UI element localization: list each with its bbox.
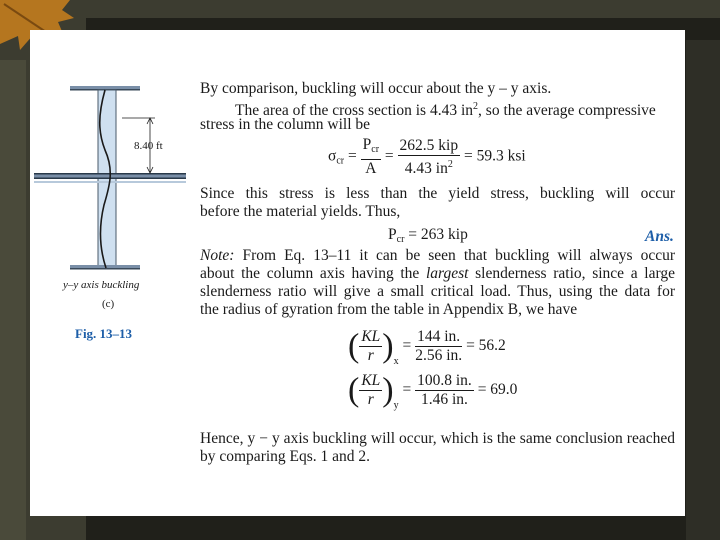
top-beam-stub: [70, 86, 140, 89]
line-3: stress in the column will be: [200, 116, 371, 133]
slide-page: [30, 30, 685, 516]
line-9: Hence, y − y axis buckling will occur, which is the same conclusion reached: [200, 430, 675, 447]
line-4: Since this stress is less than the yield stress, buckling will occur: [200, 185, 675, 202]
stress-equation: $\sigma_{cr}$ = $\frac{P_{cr}}{A}$ = $\frac{\text{262.5 kip}}{4.43 in^2}$ = 59.3 ksi: [328, 136, 526, 177]
answer-label: Ans.: [645, 228, 674, 245]
column-figure: [30, 70, 190, 280]
note-line-1: Note: From Eq. 13–11 it can be seen that buckling will always occur: [200, 247, 675, 264]
note-line-4: the radius of gyration from the table in Appendix B, we have: [200, 301, 578, 318]
figure-number: Fig. 13–13: [75, 326, 133, 341]
line-5: before the material yields. Thus,: [200, 203, 401, 220]
figure-caption: y–y axis buckling: [63, 279, 140, 291]
dimension-label: 8.40 ft: [134, 140, 163, 152]
note-line-2: about the column axis having the largest slenderness ratio, since a large: [200, 265, 675, 282]
critical-load-equation: $P_{cr} = 263$ kip: [388, 226, 468, 245]
right-dark-strip: [686, 40, 720, 540]
figure-sub-label: (c): [102, 298, 115, 310]
line-1: By comparison, buckling will occur about the y – y axis.: [200, 80, 552, 97]
left-dark-strip: [0, 60, 26, 540]
note-line-3: slenderness ratio will give a small critical load. Thus, using the data for: [200, 283, 675, 300]
line-10: by comparing Eqs. 1 and 2.: [200, 448, 371, 465]
slenderness-x-equation: ( $\frac{KL}{r}$ )$_x$ = $\frac{144 in.}{2.56 in.}$ = 56.2: [348, 327, 506, 368]
slenderness-y-equation: ( $\frac{KL}{r}$ )$_y$ = $\frac{100.8 in.}{1.46 in.}$ = 69.0: [348, 371, 518, 412]
line-2: The area of the cross section is 4.43 $in^2$, so the average compressive: [235, 101, 656, 119]
